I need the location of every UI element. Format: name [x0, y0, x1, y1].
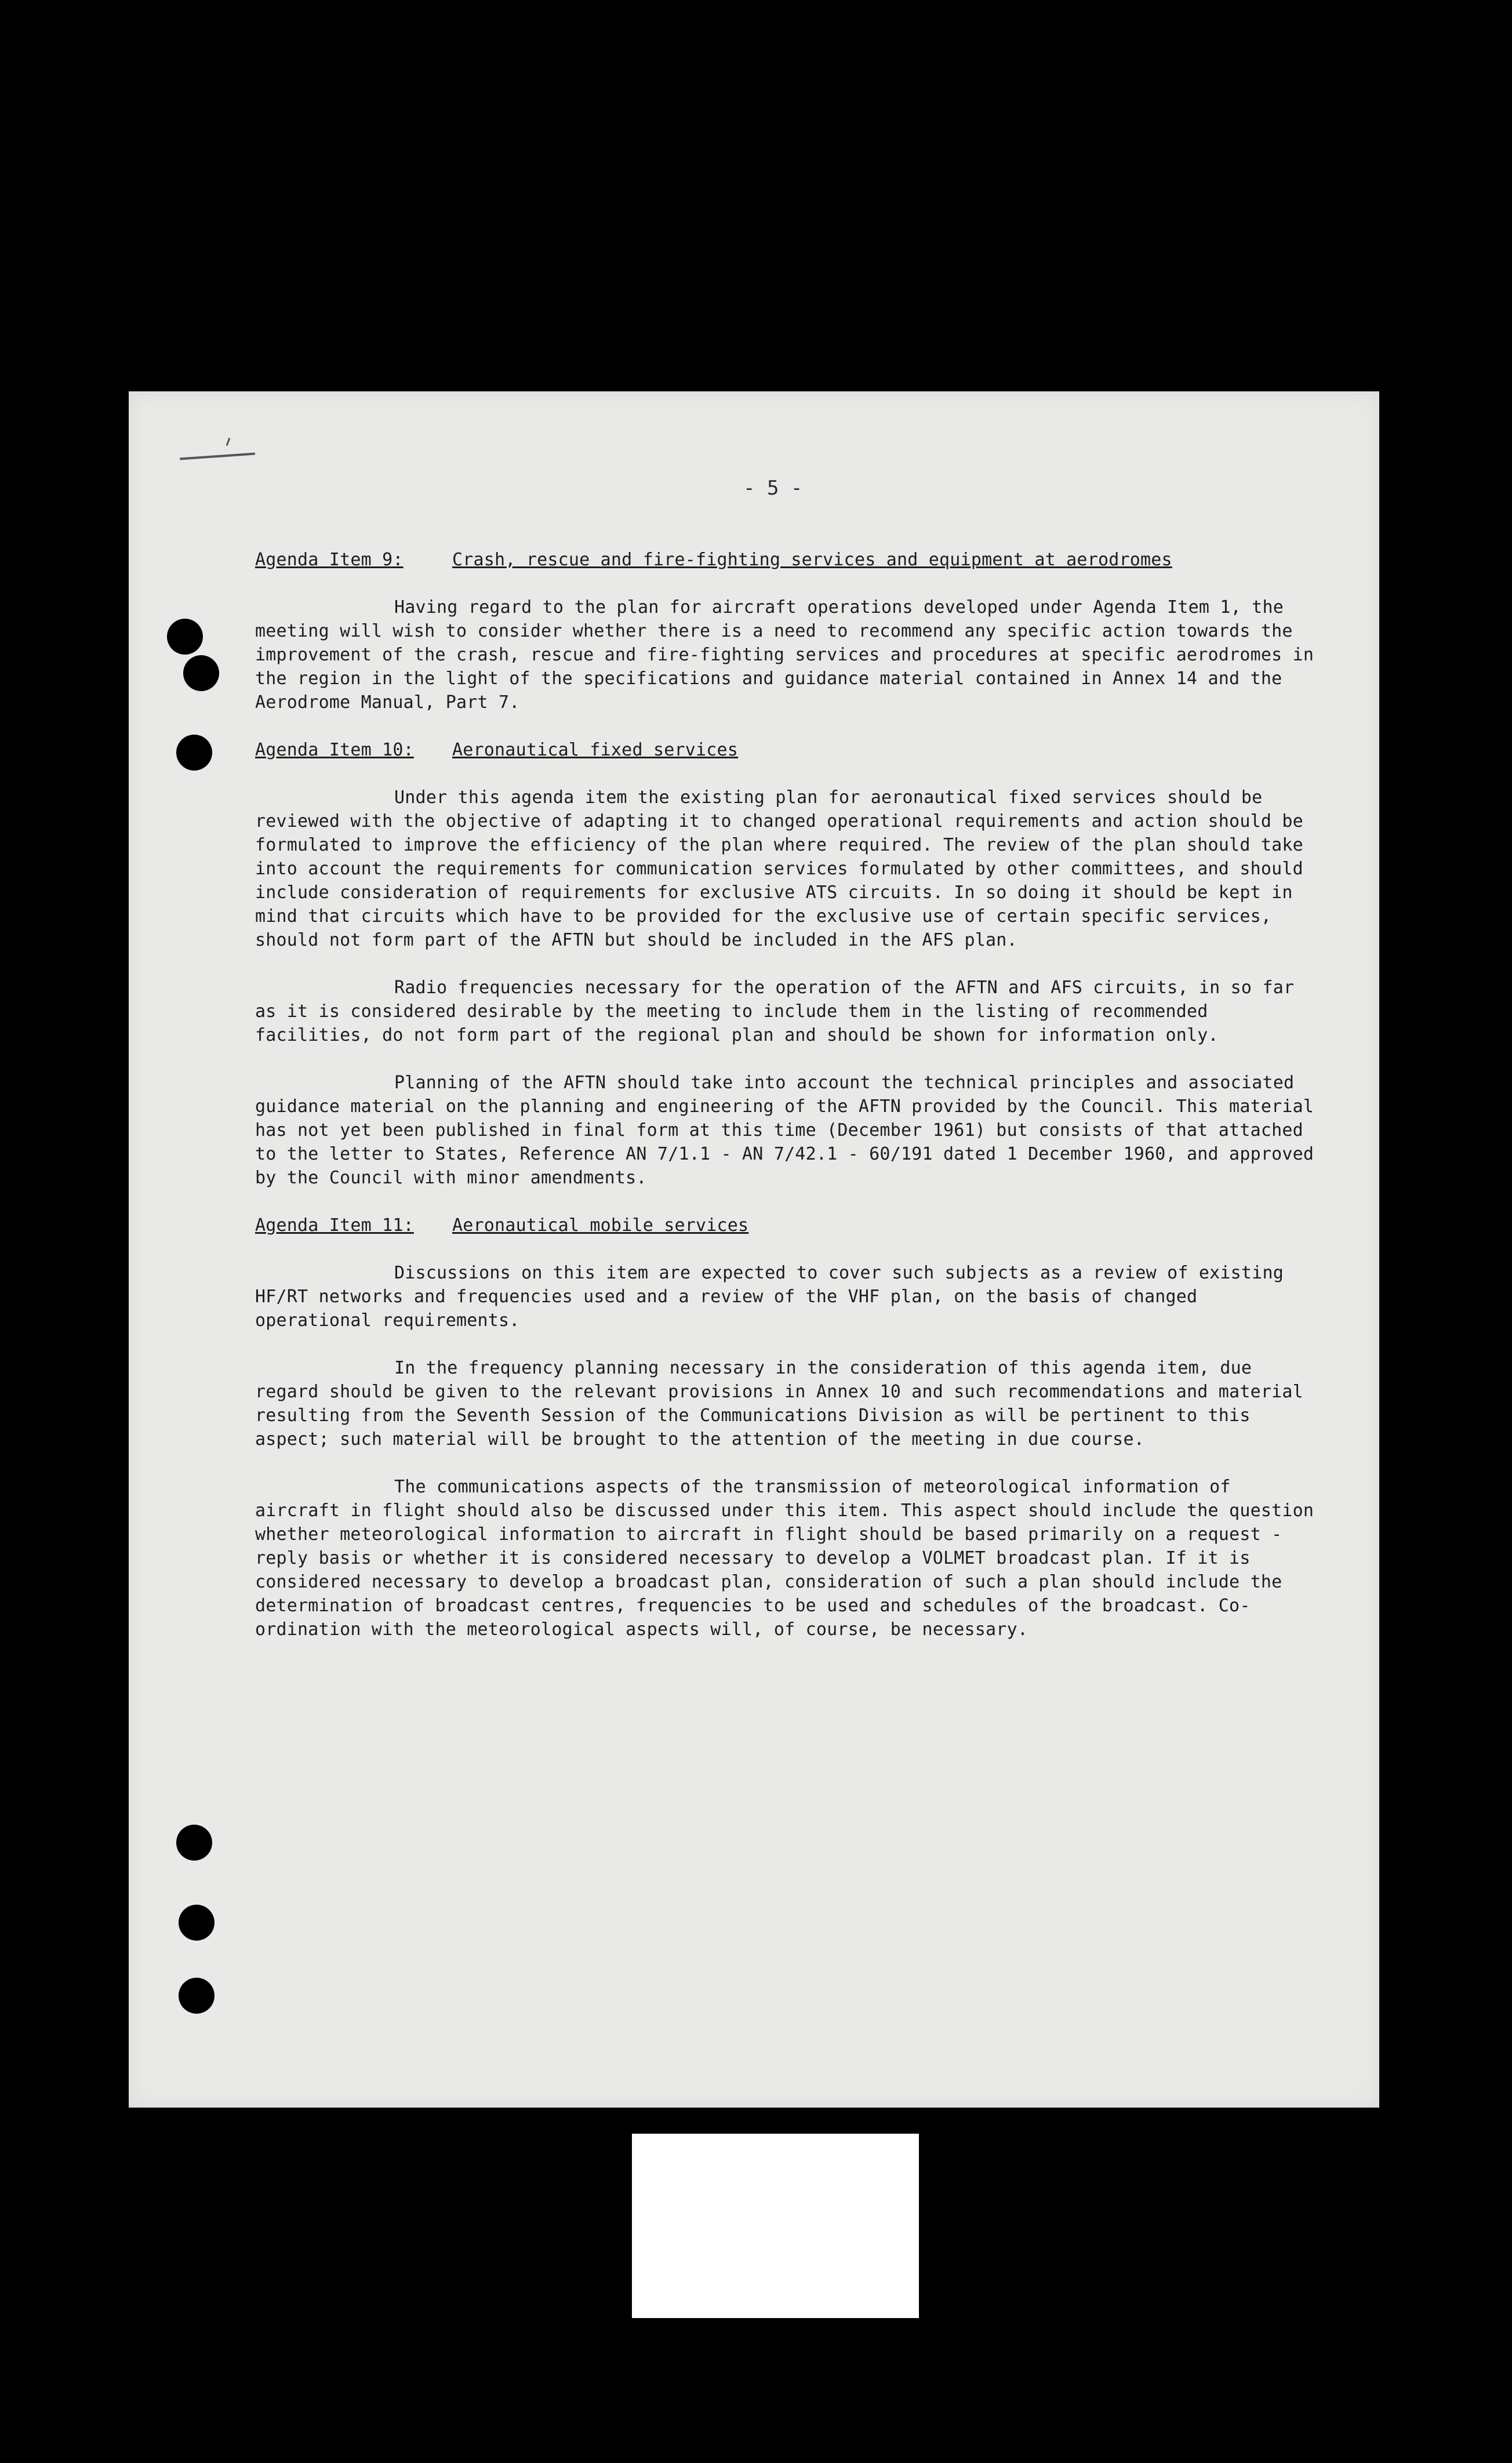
agenda-item-9-heading	[255, 548, 1316, 572]
paragraph: The communications aspects of the transmission of meteorological information of aircraft in flight should also be discussed under this item. This aspect should include the question whether meteorological information to aircraft in flight should be based primarily on a request - reply basis or whether it is considered necessary to develop a VOLMET broadcast plan. If it is considered necessary to develop a broadcast plan, consideration of such a plan should include the determination of broadcast centres, frequencies to be used and schedules of the broadcast. Co-ordination with the meteorological aspects will, of course, be necessary.	[255, 1477, 1314, 1640]
blank-label-box	[632, 2134, 919, 2318]
agenda-item-label: Agenda Item 9:	[255, 550, 404, 570]
agenda-item-10-heading	[255, 738, 1316, 762]
paragraph: Radio frequencies necessary for the operation of the AFTN and AFS circuits, in so far as it is considered desirable by the meeting to include them in the listing of recommended facilities, do not form part of the regional plan and should be shown for information only.	[255, 978, 1295, 1045]
document-page	[129, 391, 1379, 2108]
punch-hole	[179, 1978, 215, 2014]
page-number: - 5 -	[743, 477, 803, 500]
punch-hole	[176, 1825, 212, 1861]
agenda-item-title: Aeronautical mobile services	[452, 1215, 749, 1236]
paragraph: Having regard to the plan for aircraft operations developed under Agenda Item 1, the meeting will wish to consider whether there is a need to recommend any specific action towards the improvement of the crash, rescue and fire-fighting services and procedures at specific aerodromes in the region in the light of the specifications and guidance material contained in Annex 14 and the Aerodrome Manual, Part 7.	[255, 597, 1314, 713]
agenda-item-label: Agenda Item 10:	[255, 740, 414, 760]
pencil-mark	[180, 452, 255, 460]
agenda-item-11-heading	[255, 1214, 1316, 1237]
paragraph: In the frequency planning necessary in the consideration of this agenda item, due regard should be given to the relevant provisions in Annex 10 and such recommendations and material resulting from the Seventh Session of the Communications Division as will be pertinent to this aspect; such material will be brought to the attention of the meeting in due course.	[255, 1358, 1303, 1450]
paragraph: Under this agenda item the existing plan for aeronautical fixed services should be reviewed with the objective of adapting it to changed operational requirements and action should be formulated to improve the efficiency of the plan where required. The review of the plan should take into account the requirements for communication services formulated by other committees, and should include consideration of requirements for exclusive ATS circuits. In so doing it should be kept in mind that circuits which have to be provided for the exclusive use of certain specific services, should not form part of the AFTN but should be included in the AFS plan.	[255, 787, 1303, 950]
pencil-tick	[226, 438, 231, 446]
punch-hole	[183, 655, 219, 691]
agenda-item-title: Crash, rescue and fire-fighting services and equipment at aerodromes	[452, 550, 1172, 570]
agenda-item-label: Agenda Item 11:	[255, 1215, 414, 1236]
punch-hole	[179, 1905, 215, 1941]
punch-hole	[176, 735, 212, 771]
punch-hole	[167, 619, 203, 655]
paragraph: Discussions on this item are expected to cover such subjects as a review of existing HF/RT networks and frequencies used and a review of the VHF plan, on the basis of changed operational requirements.	[255, 1263, 1284, 1331]
paragraph: Planning of the AFTN should take into account the technical principles and associated guidance material on the planning and engineering of the AFTN provided by the Council. This material has not yet been published in final form at this time (December 1961) but consists of that attached to the letter to States, Reference AN 7/1.1 - AN 7/42.1 - 60/191 dated 1 December 1960, and approved by the Council with minor amendments.	[255, 1073, 1314, 1188]
agenda-item-title: Aeronautical fixed services	[452, 740, 739, 760]
document-body	[255, 548, 1316, 1641]
